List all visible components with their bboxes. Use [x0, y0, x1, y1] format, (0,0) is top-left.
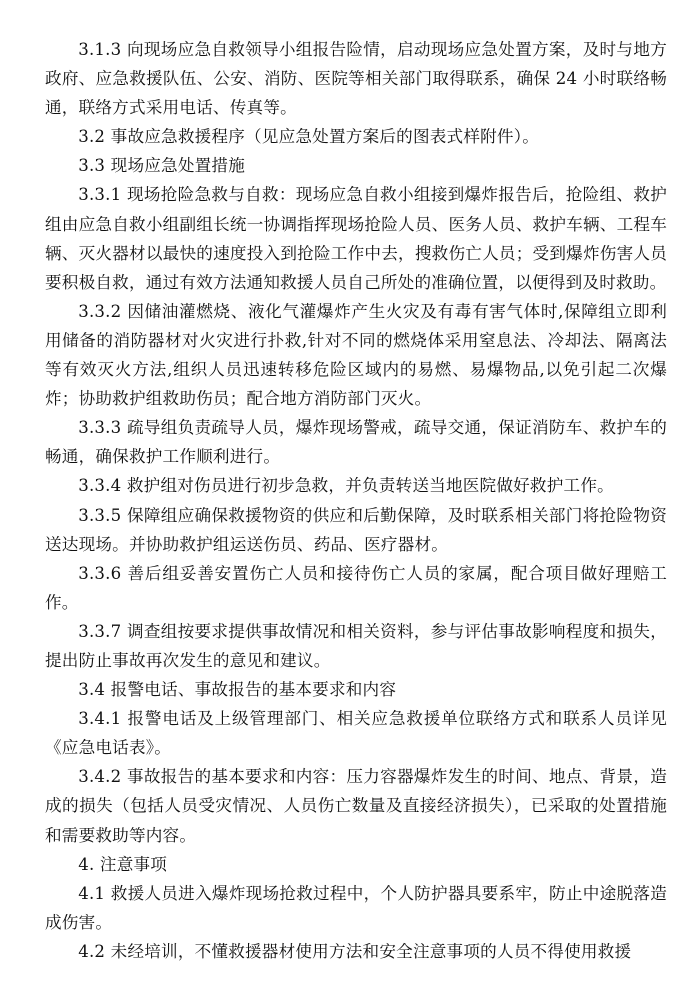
paragraph-3-3-2: 3.3.2 因储油灌燃烧、液化气灌爆炸产生火灾及有毒有害气体时,保障组立即利用储备的消防器材对火灾进行扑救,针对不同的燃烧体采用窒息法、冷却法、隔离法等有效灭火方法,组织人员迅速转移危险区域内的易燃、易爆物品,以免引起二次爆炸；协助救护组救助伤员；配合地方消防部门灭火。 [45, 301, 667, 409]
paragraph-3-3-5: 3.3.5 保障组应确保救援物资的供应和后勤保障，及时联系相关部门将抢险物资送达现场。并协助救护组运送伤员、药品、医疗器材。 [45, 505, 667, 554]
paragraph-3-4-2: 3.4.2 事故报告的基本要求和内容：压力容器爆炸发生的时间、地点、背景，造成的损失（包括人员受灾情况、人员伤亡数量及直接经济损失），已采取的处置措施和需要救助等内容。 [45, 767, 667, 845]
paragraph-3-1-3: 3.1.3 向现场应急自救领导小组报告险情，启动现场应急处置方案，及时与地方政府、应急救援队伍、公安、消防、医院等相关部门取得联系，确保 24 小时联络畅通，联络方式采用电话、传真等。 [45, 40, 667, 118]
paragraph-3-3-4: 3.3.4 救护组对伤员进行初步急救，并负责转送当地医院做好救护工作。 [78, 476, 614, 496]
document-body [45, 35, 667, 966]
heading-3-4: 3.4 报警电话、事故报告的基本要求和内容 [78, 680, 397, 700]
paragraph-3-3-7: 3.3.7 调查组按要求提供事故情况和相关资料，参与评估事故影响程度和损失，提出防止事故再次发生的意见和建议。 [45, 621, 667, 670]
heading-4: 4. 注意事项 [78, 854, 168, 874]
paragraph-3-3-1: 3.3.1 现场抢险急救与自救：现场应急自救小组接到爆炸报告后，抢险组、救护组由应急自救小组副组长统一协调指挥现场抢险人员、医务人员、救护车辆、工程车辆、灭火器材以最快的速度投入到抢险工作中去，搜救伤亡人员；受到爆炸伤害人员要积极自救，通过有效方法通知救援人员自己所处的准确位置，以便得到及时救助。 [45, 185, 667, 292]
paragraph-3-4-1: 3.4.1 报警电话及上级管理部门、相关应急救援单位联络方式和联系人员详见《应急电话表》。 [45, 709, 667, 758]
paragraph-3-3-3: 3.3.3 疏导组负责疏导人员，爆炸现场警戒，疏导交通，保证消防车、救护车的畅通，确保救护工作顺利进行。 [45, 418, 667, 467]
paragraph-4-1: 4.1 救援人员进入爆炸现场抢救过程中，个人防护器具要系牢，防止中途脱落造成伤害。 [45, 883, 667, 932]
paragraph-3-2: 3.2 事故应急救援程序（见应急处置方案后的图表式样附件）。 [78, 127, 539, 147]
heading-3-3: 3.3 现场应急处置措施 [78, 156, 246, 176]
paragraph-4-2: 4.2 未经培训，不懂救援器材使用方法和安全注意事项的人员不得使用救援 [78, 941, 632, 961]
paragraph-3-3-6: 3.3.6 善后组妥善安置伤亡人员和接待伤亡人员的家属，配合项目做好理赔工作。 [45, 563, 667, 612]
